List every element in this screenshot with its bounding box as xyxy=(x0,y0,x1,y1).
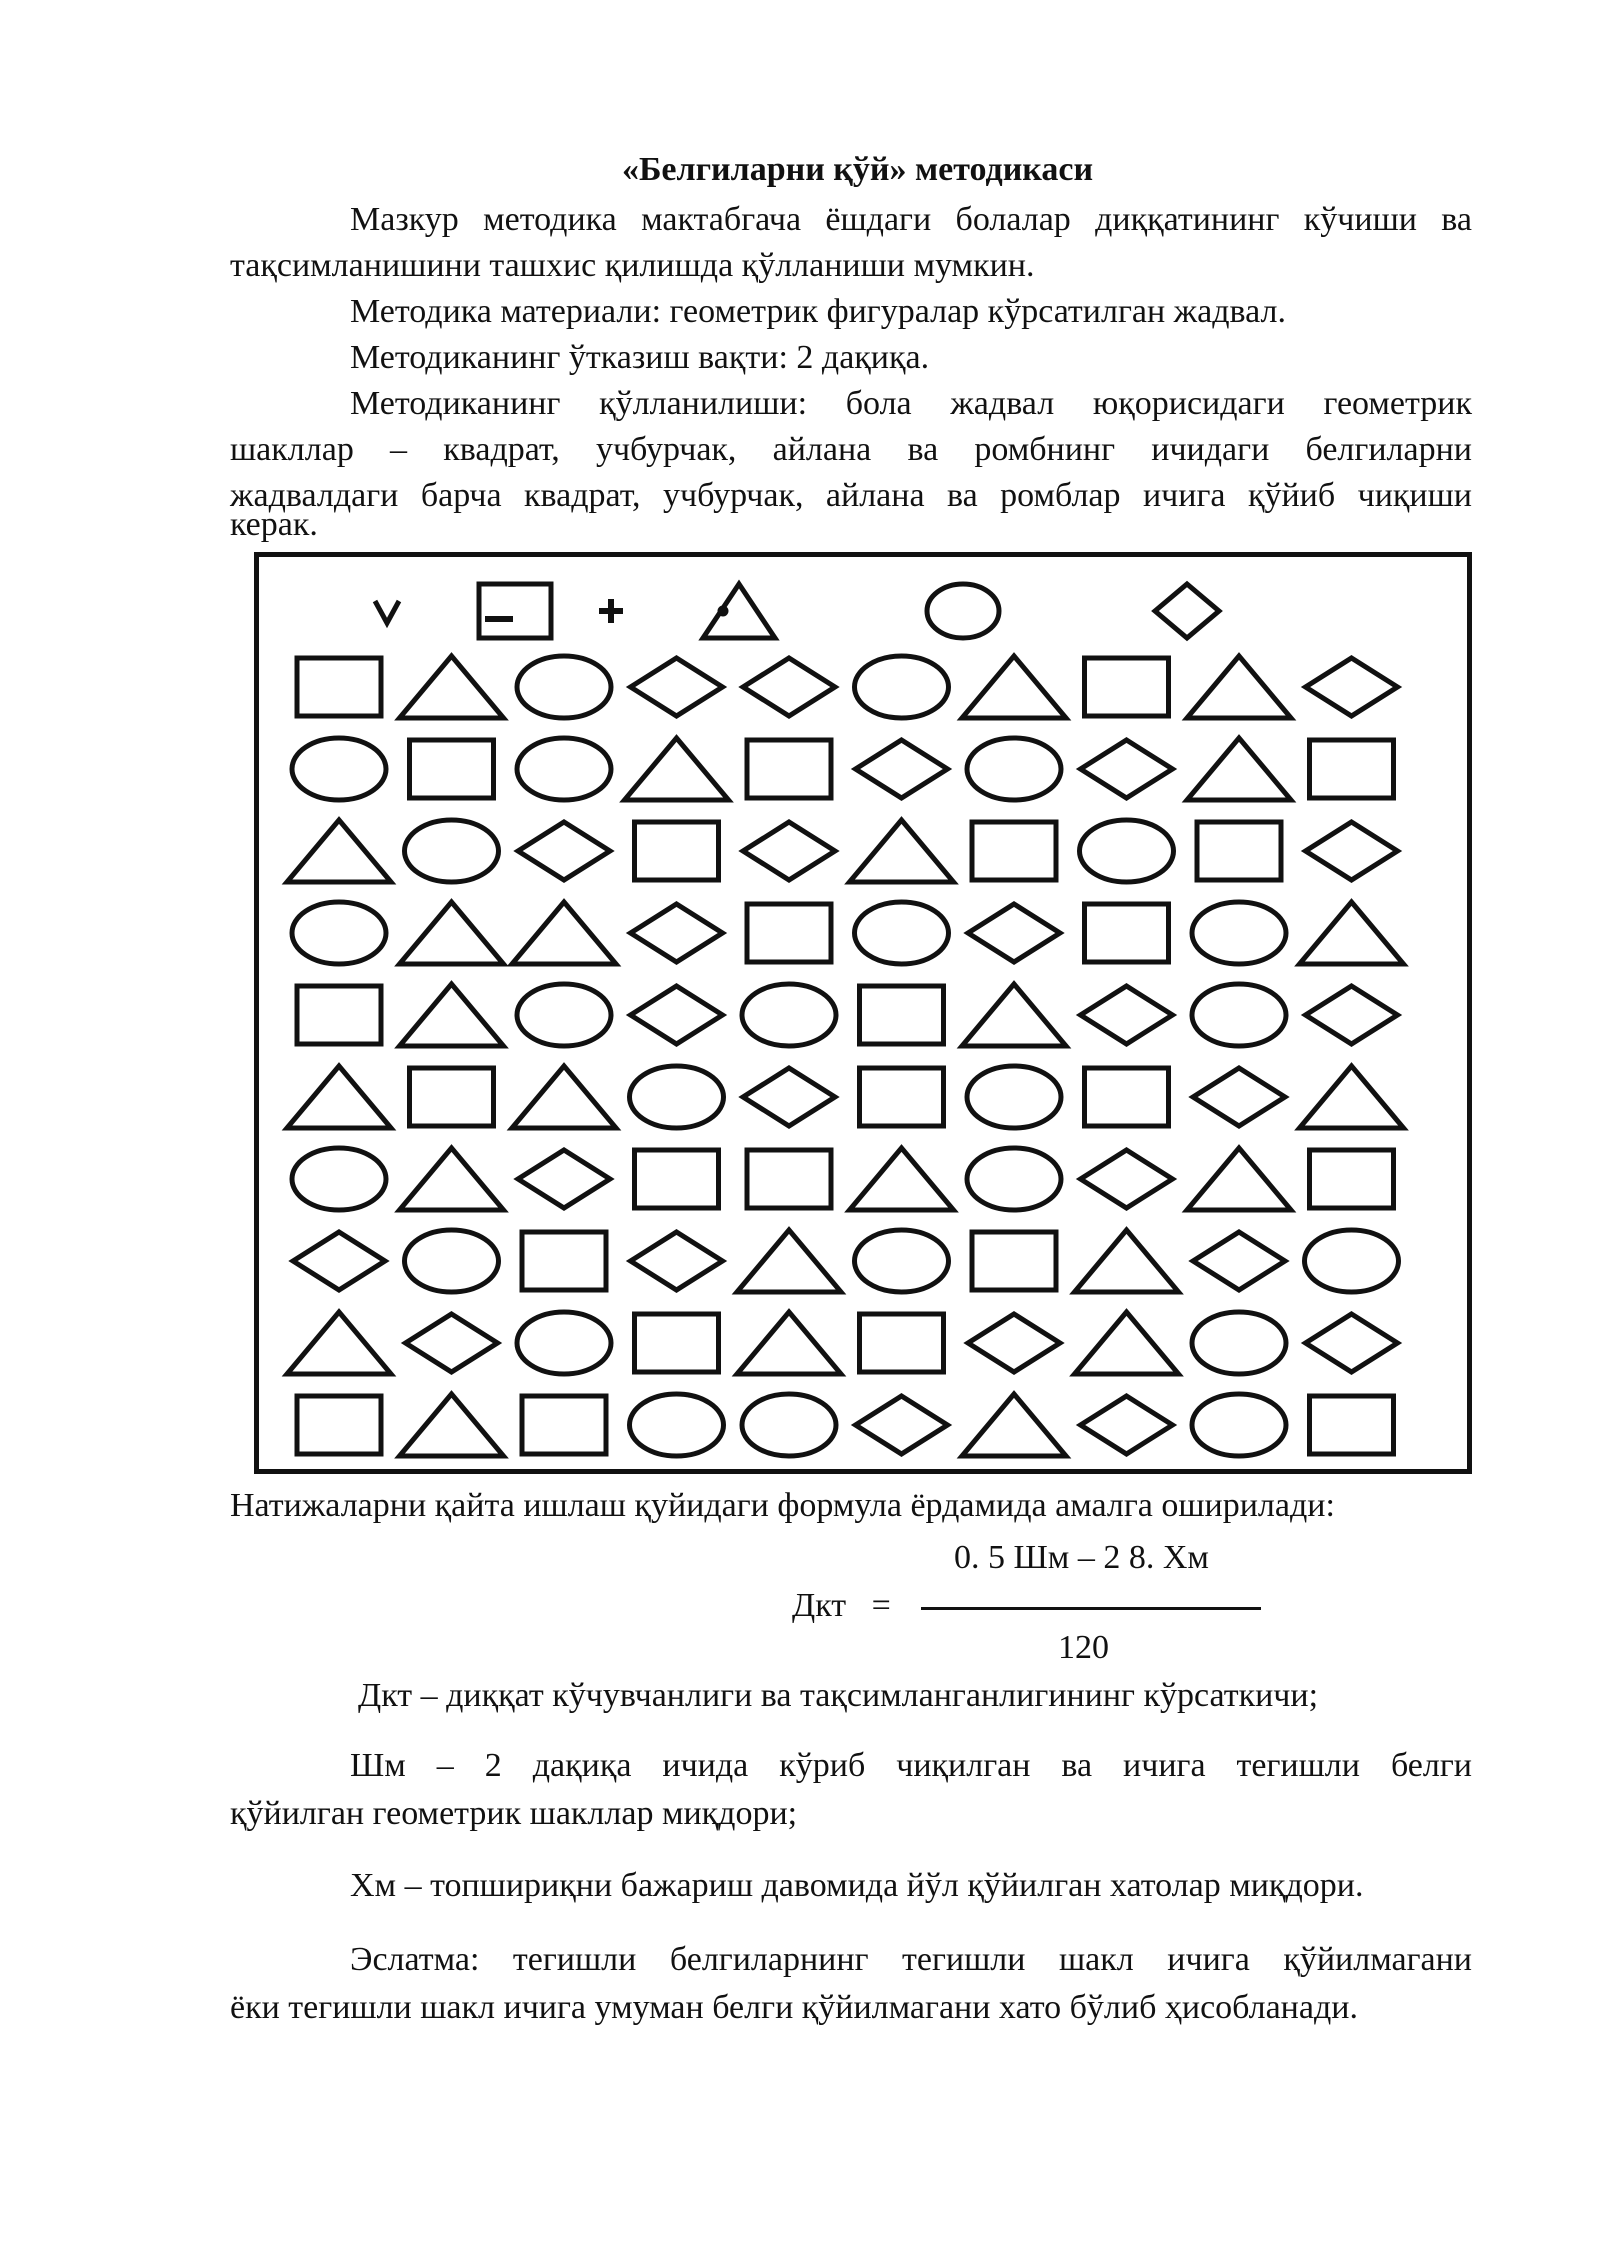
legend-item-square xyxy=(375,584,551,638)
circle-shape xyxy=(742,984,836,1046)
diamond-shape xyxy=(968,904,1060,962)
paragraph-line: Методиканинг қўлланилиши: бола жадвал юқорисидаги геометрик xyxy=(350,385,1472,422)
diamond-shape xyxy=(631,658,723,716)
diamond-shape xyxy=(856,740,948,798)
diamond-shape xyxy=(518,822,610,880)
square-shape xyxy=(522,1232,606,1290)
triangle-shape xyxy=(287,820,391,882)
note-line: Эслатма: тегишли белгиларнинг тегишли шакл ичига қўйилмагани xyxy=(350,1941,1472,1978)
paragraph-line: Методика материали: геометрик фигуралар кўрсатилган жадвал. xyxy=(350,293,1287,330)
diamond-shape xyxy=(1081,740,1173,798)
square-shape xyxy=(972,1232,1056,1290)
circle-shape xyxy=(1305,1230,1399,1292)
square-shape xyxy=(410,1068,494,1126)
circle-shape xyxy=(405,1230,499,1292)
diamond-shape xyxy=(631,904,723,962)
triangle-shape xyxy=(625,738,729,800)
triangle-shape xyxy=(400,656,504,718)
table-row xyxy=(297,984,1398,1046)
table-row xyxy=(287,1312,1398,1374)
circle-shape xyxy=(927,584,999,638)
diamond-shape xyxy=(631,986,723,1044)
circle-shape xyxy=(1192,984,1286,1046)
diamond-shape xyxy=(743,1068,835,1126)
formula-numerator: 0. 5 Шм – 2 8. Хм xyxy=(954,1539,1209,1576)
formula-lhs: Дкт = xyxy=(792,1587,891,1624)
diamond-shape xyxy=(1306,822,1398,880)
circle-shape xyxy=(1192,1394,1286,1456)
v-mark-icon xyxy=(375,601,399,623)
table-row xyxy=(287,1066,1404,1128)
table-row xyxy=(293,1230,1399,1292)
triangle-shape xyxy=(1075,1230,1179,1292)
diamond-shape xyxy=(1081,1396,1173,1454)
diamond-shape xyxy=(518,1150,610,1208)
square-shape xyxy=(1085,1068,1169,1126)
triangle-shape xyxy=(1075,1312,1179,1374)
square-shape xyxy=(297,658,381,716)
circle-shape xyxy=(292,738,386,800)
table-row xyxy=(297,1394,1394,1456)
square-shape xyxy=(297,1396,381,1454)
table-row xyxy=(297,656,1398,718)
note-line: ёки тегишли шакл ичига умуман белги қўйилмагани хато бўлиб ҳисобланади. xyxy=(230,1989,1358,2026)
circle-shape xyxy=(517,1312,611,1374)
circle-shape xyxy=(1080,820,1174,882)
formula-denominator: 120 xyxy=(1058,1629,1109,1666)
table-row xyxy=(292,902,1404,964)
square-shape xyxy=(1310,1396,1394,1454)
triangle-shape xyxy=(737,1312,841,1374)
triangle-shape xyxy=(512,1066,616,1128)
circle-shape xyxy=(855,1230,949,1292)
circle-shape xyxy=(630,1066,724,1128)
square-shape xyxy=(1197,822,1281,880)
square-shape xyxy=(1310,740,1394,798)
circle-shape xyxy=(967,1148,1061,1210)
circle-shape xyxy=(967,738,1061,800)
diamond-shape xyxy=(743,658,835,716)
circle-shape xyxy=(517,984,611,1046)
triangle-shape xyxy=(1300,1066,1404,1128)
paragraph-line: тақсимланишини ташхис қилишда қўлланиши мумкин. xyxy=(230,247,1035,284)
circle-shape xyxy=(1192,902,1286,964)
square-shape xyxy=(635,822,719,880)
square-shape xyxy=(297,986,381,1044)
square-shape xyxy=(747,1150,831,1208)
triangle-shape xyxy=(703,584,775,638)
paragraph-line: шакллар – квадрат, учбурчак, айлана ва ромбнинг ичидаги белгиларни xyxy=(230,431,1472,468)
square-shape xyxy=(635,1314,719,1372)
triangle-shape xyxy=(400,1394,504,1456)
triangle-shape xyxy=(1187,738,1291,800)
square-shape xyxy=(635,1150,719,1208)
triangle-shape xyxy=(962,1394,1066,1456)
square-shape xyxy=(747,904,831,962)
square-shape xyxy=(1085,658,1169,716)
shapes-table xyxy=(254,552,1472,1474)
square-shape xyxy=(410,740,494,798)
v-stroke xyxy=(375,601,399,623)
triangle-shape xyxy=(400,1148,504,1210)
triangle-shape xyxy=(400,984,504,1046)
square-shape xyxy=(972,822,1056,880)
paragraph-line: Методиканинг ўтказиш вақти: 2 дақиқа. xyxy=(350,339,930,376)
circle-shape xyxy=(855,656,949,718)
diamond-shape xyxy=(1081,986,1173,1044)
paragraph-line: керак. xyxy=(230,506,318,543)
diamond-shape xyxy=(1081,1150,1173,1208)
square-shape xyxy=(1085,904,1169,962)
square-shape xyxy=(860,1314,944,1372)
triangle-shape xyxy=(512,902,616,964)
triangle-shape xyxy=(1300,902,1404,964)
square-shape xyxy=(860,1068,944,1126)
diamond-shape xyxy=(1193,1232,1285,1290)
circle-shape xyxy=(405,820,499,882)
definition-line: Хм – топшириқни бажариш давомида йўл қўйилган хатолар миқдори. xyxy=(350,1867,1364,1904)
definition-line: қўйилган геометрик шакллар миқдори; xyxy=(230,1795,798,1832)
document-title: «Белгиларни қўй» методикаси xyxy=(621,151,1094,188)
definition-line: Шм – 2 дақиқа ичида кўриб чиқилган ва ичига тегишли белги xyxy=(350,1747,1472,1784)
triangle-shape xyxy=(962,984,1066,1046)
diamond-shape xyxy=(293,1232,385,1290)
diamond-shape xyxy=(1306,658,1398,716)
table-row xyxy=(292,738,1394,800)
results-intro: Натижаларни қайта ишлаш қуйидаги формула ёрдамида амалга оширилади: xyxy=(230,1487,1335,1524)
triangle-shape xyxy=(287,1312,391,1374)
square-shape xyxy=(747,740,831,798)
circle-shape xyxy=(1192,1312,1286,1374)
table-row xyxy=(287,820,1398,882)
circle-shape xyxy=(630,1394,724,1456)
triangle-shape xyxy=(1187,656,1291,718)
dot xyxy=(718,606,728,616)
circle-shape xyxy=(292,902,386,964)
circle-shape xyxy=(517,738,611,800)
diamond-shape xyxy=(743,822,835,880)
diamond-shape xyxy=(631,1232,723,1290)
triangle-shape xyxy=(850,820,954,882)
legend-item-circle xyxy=(599,584,999,638)
dot-mark-icon xyxy=(718,606,728,616)
triangle-shape xyxy=(287,1066,391,1128)
definition-line: Дкт – диққат кўчувчанлиги ва тақсимланганлигининг кўрсаткичи; xyxy=(358,1677,1319,1714)
circle-shape xyxy=(855,902,949,964)
diamond-shape xyxy=(968,1314,1060,1372)
formula-fraction-bar xyxy=(921,1607,1261,1610)
diamond-shape xyxy=(1306,1314,1398,1372)
triangle-shape xyxy=(400,902,504,964)
square-shape xyxy=(522,1396,606,1454)
triangle-shape xyxy=(1187,1148,1291,1210)
triangle-shape xyxy=(850,1148,954,1210)
diamond-shape xyxy=(856,1396,948,1454)
shapes-table-canvas xyxy=(259,557,1467,1469)
circle-shape xyxy=(292,1148,386,1210)
square-shape xyxy=(1310,1150,1394,1208)
paragraph-line: Мазкур методика мактабгача ёшдаги болалар диққатининг кўчиши ва xyxy=(350,201,1472,238)
legend-item-diamond xyxy=(718,584,1219,638)
diamond-shape xyxy=(1155,584,1219,638)
square-shape xyxy=(860,986,944,1044)
triangle-shape xyxy=(737,1230,841,1292)
paragraph-line: жадвалдаги барча квадрат, учбурчак, айлана ва ромблар ичига қўйиб чиқиши xyxy=(230,477,1472,514)
triangle-shape xyxy=(962,656,1066,718)
table-row xyxy=(292,1148,1394,1210)
plus-mark-icon xyxy=(599,599,623,623)
legend-item-triangle xyxy=(485,584,775,638)
diamond-shape xyxy=(1306,986,1398,1044)
square-shape xyxy=(479,584,551,638)
circle-shape xyxy=(517,656,611,718)
circle-shape xyxy=(967,1066,1061,1128)
diamond-shape xyxy=(406,1314,498,1372)
circle-shape xyxy=(742,1394,836,1456)
diamond-shape xyxy=(1193,1068,1285,1126)
